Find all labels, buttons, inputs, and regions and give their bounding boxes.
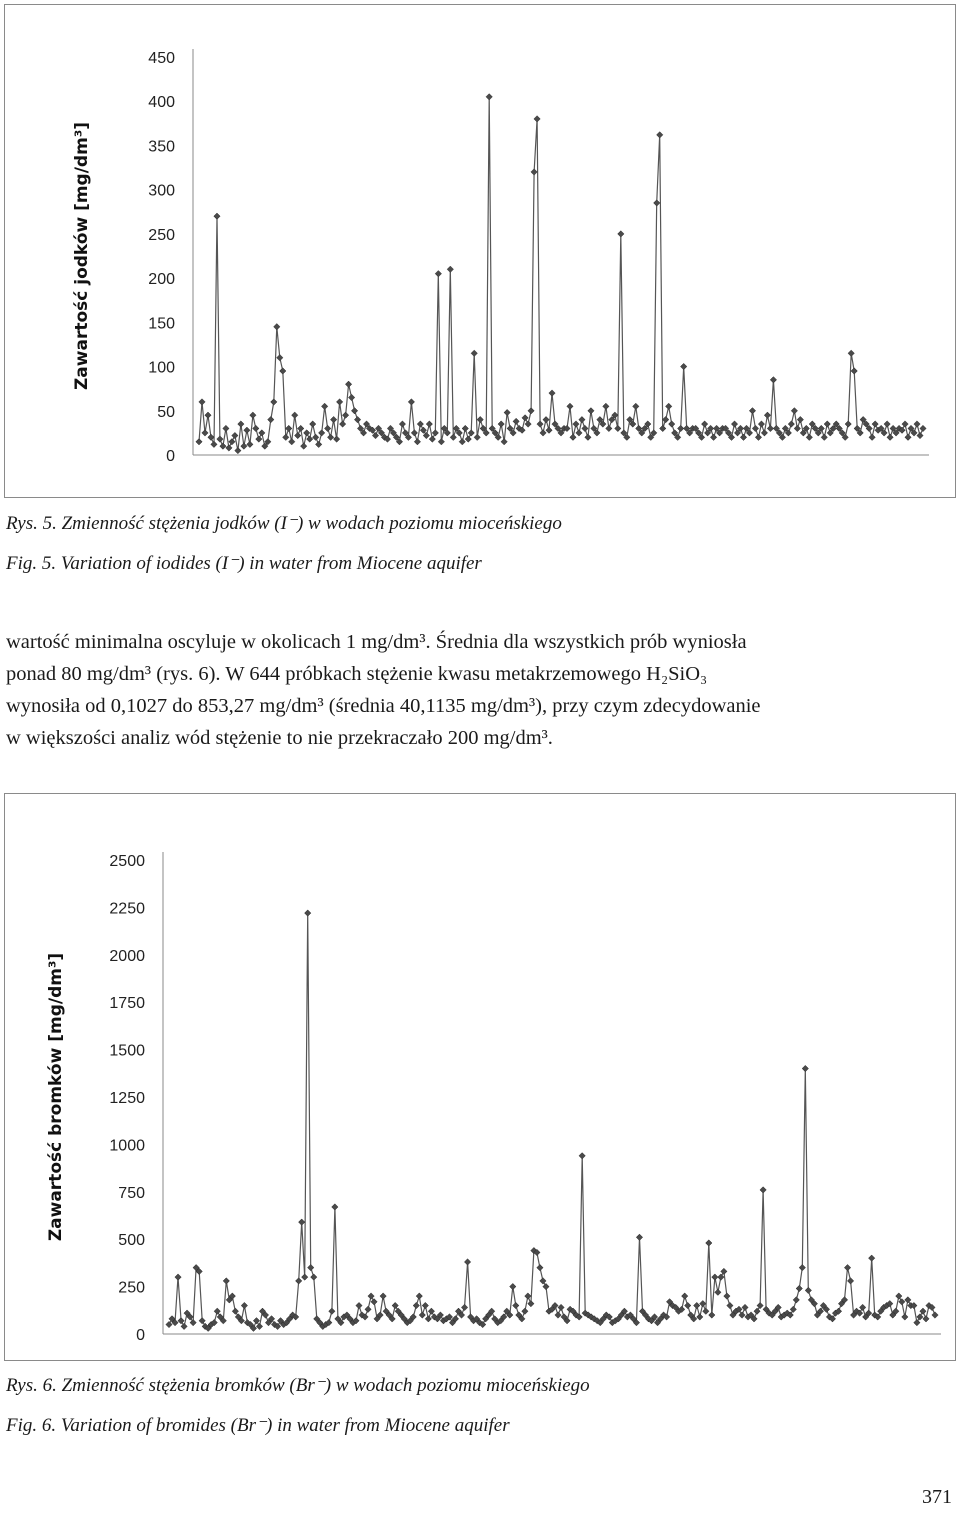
data-point	[271, 399, 277, 405]
data-point	[788, 421, 794, 427]
y-tick-label: 350	[148, 138, 175, 156]
data-point	[196, 439, 202, 445]
data-point	[731, 421, 737, 427]
data-point	[636, 1234, 642, 1240]
data-point	[305, 910, 311, 916]
data-point	[477, 416, 483, 422]
data-point	[486, 94, 492, 100]
data-point	[259, 430, 265, 436]
data-point	[380, 1293, 386, 1299]
data-point	[199, 1318, 205, 1324]
data-point	[805, 1287, 811, 1293]
data-point	[767, 425, 773, 431]
data-point	[537, 1264, 543, 1270]
data-point	[790, 1306, 796, 1312]
data-point	[223, 1278, 229, 1284]
data-point	[371, 1299, 377, 1305]
data-point	[588, 408, 594, 414]
data-point	[887, 434, 893, 440]
data-point	[348, 394, 354, 400]
data-point	[615, 425, 621, 431]
y-tick-label: 250	[148, 226, 175, 244]
y-tick-label: 0	[136, 1327, 145, 1344]
data-point	[438, 439, 444, 445]
data-point	[471, 350, 477, 356]
data-point	[917, 432, 923, 438]
y-axis-title: Zawartość jodków [mg/dm³]	[72, 121, 92, 391]
data-point	[902, 421, 908, 427]
data-point	[540, 430, 546, 436]
data-point	[411, 430, 417, 436]
figure1-caption-pl: Rys. 5. Zmienność stężenia jodków (I⁻) w wodach poziomu mioceńskiego	[6, 513, 562, 534]
data-point	[869, 434, 875, 440]
data-point	[253, 425, 259, 431]
paragraph-line: wynosiła od 0,1027 do 853,27 mg/dm³ (średnia 40,1135 mg/dm³), przy czym zdecydowanie	[6, 695, 761, 717]
data-point	[223, 425, 229, 431]
data-point	[806, 434, 812, 440]
data-point	[241, 443, 247, 449]
data-point	[681, 1293, 687, 1299]
data-point	[923, 1316, 929, 1322]
data-point	[464, 1259, 470, 1265]
data-point	[794, 425, 800, 431]
data-point	[417, 421, 423, 427]
data-point	[540, 1278, 546, 1284]
data-point	[175, 1274, 181, 1280]
data-point	[425, 1316, 431, 1322]
data-point	[336, 399, 342, 405]
y-tick-label: 1750	[109, 995, 145, 1013]
data-point	[306, 436, 312, 442]
data-point	[525, 1293, 531, 1299]
data-point	[758, 421, 764, 427]
data-point	[761, 430, 767, 436]
data-point	[408, 399, 414, 405]
data-point	[190, 1319, 196, 1325]
data-point	[339, 421, 345, 427]
data-point	[312, 434, 318, 440]
data-point	[330, 416, 336, 422]
data-point	[793, 1297, 799, 1303]
data-point	[247, 441, 253, 447]
y-tick-label: 250	[118, 1279, 145, 1297]
data-point	[706, 1240, 712, 1246]
figure-bromides	[4, 793, 956, 1361]
data-point	[459, 439, 465, 445]
data-point	[700, 1300, 706, 1306]
data-point	[302, 1274, 308, 1280]
data-point	[914, 421, 920, 427]
y-tick-label: 2500	[109, 853, 145, 870]
data-point	[289, 439, 295, 445]
figure2-caption-pl: Rys. 6. Zmienność stężenia bromków (Br⁻) w wodach poziomu mioceńskiego	[6, 1375, 590, 1396]
data-point	[757, 1302, 763, 1308]
data-point	[824, 421, 830, 427]
data-point	[549, 390, 555, 396]
data-point	[872, 421, 878, 427]
data-point	[905, 1297, 911, 1303]
paragraph-line: w większości analiz wód stężenie to nie przekraczało 200 mg/dm³.	[6, 727, 553, 749]
data-point	[309, 421, 315, 427]
data-point	[802, 1065, 808, 1071]
data-point	[274, 324, 280, 330]
data-point	[770, 377, 776, 383]
data-point	[576, 430, 582, 436]
data-point	[199, 399, 205, 405]
data-point	[368, 1293, 374, 1299]
data-point	[214, 213, 220, 219]
data-point	[537, 421, 543, 427]
data-point	[422, 1302, 428, 1308]
data-point	[543, 1283, 549, 1289]
data-point	[654, 200, 660, 206]
data-point	[256, 436, 262, 442]
data-point	[308, 1264, 314, 1270]
data-point	[435, 270, 441, 276]
data-point	[791, 408, 797, 414]
data-point	[859, 1304, 865, 1310]
y-tick-label: 400	[148, 94, 175, 112]
data-point	[697, 1314, 703, 1320]
data-point	[474, 434, 480, 440]
data-point	[256, 1323, 262, 1329]
data-point	[351, 408, 357, 414]
data-point	[202, 430, 208, 436]
data-point	[932, 1312, 938, 1318]
data-point	[229, 439, 235, 445]
data-point	[712, 1274, 718, 1280]
data-point	[226, 445, 232, 451]
data-point	[754, 1308, 760, 1314]
data-point	[178, 1318, 184, 1324]
data-point	[241, 1302, 247, 1308]
data-point	[715, 1289, 721, 1295]
data-point	[280, 368, 286, 374]
data-point	[333, 436, 339, 442]
data-point	[902, 1314, 908, 1320]
data-point	[324, 425, 330, 431]
data-point	[764, 412, 770, 418]
data-point	[543, 416, 549, 422]
data-point	[797, 416, 803, 422]
data-point	[277, 355, 283, 361]
data-point	[848, 350, 854, 356]
y-tick-label: 50	[157, 403, 175, 421]
data-point	[799, 1264, 805, 1270]
paragraph-line: ponad 80 mg/dm³ (rys. 6). W 644 próbkach stężenie kwasu metakrzemowego H₂SiO₃	[6, 663, 708, 685]
y-tick-label: 450	[148, 50, 175, 67]
data-point	[465, 436, 471, 442]
data-point	[701, 421, 707, 427]
y-tick-label: 1250	[109, 1090, 145, 1107]
data-point	[423, 432, 429, 438]
data-point	[847, 1278, 853, 1284]
data-point	[510, 1283, 516, 1289]
data-point	[292, 412, 298, 418]
data-point	[528, 408, 534, 414]
y-tick-label: 2000	[109, 947, 145, 965]
data-point	[232, 432, 238, 438]
data-point	[342, 412, 348, 418]
data-point	[432, 430, 438, 436]
data-point	[920, 1308, 926, 1314]
data-point	[718, 1274, 724, 1280]
figure-iodides	[4, 4, 956, 498]
data-point	[295, 1278, 301, 1284]
data-point	[710, 434, 716, 440]
data-point	[844, 1264, 850, 1270]
data-point	[914, 1319, 920, 1325]
data-point	[447, 266, 453, 272]
data-point	[868, 1255, 874, 1261]
data-point	[573, 421, 579, 427]
series-line	[169, 913, 935, 1328]
data-point	[851, 368, 857, 374]
data-point	[318, 430, 324, 436]
data-point	[345, 381, 351, 387]
data-point	[528, 1300, 534, 1306]
data-point	[739, 1312, 745, 1318]
data-point	[414, 439, 420, 445]
data-point	[703, 1308, 709, 1314]
data-point	[522, 1308, 528, 1314]
data-point	[301, 443, 307, 449]
data-point	[315, 441, 321, 447]
data-point	[298, 425, 304, 431]
data-point	[752, 425, 758, 431]
data-point	[205, 412, 211, 418]
data-point	[845, 421, 851, 427]
data-point	[522, 415, 528, 421]
data-point	[220, 443, 226, 449]
data-point	[721, 1268, 727, 1274]
data-point	[917, 1314, 923, 1320]
data-point	[298, 1219, 304, 1225]
data-point	[606, 425, 612, 431]
data-point	[760, 1187, 766, 1193]
data-point	[603, 403, 609, 409]
data-point	[558, 1304, 564, 1310]
data-point	[685, 1302, 691, 1308]
data-point	[327, 434, 333, 440]
data-point	[513, 418, 519, 424]
y-tick-label: 150	[148, 315, 175, 333]
data-point	[534, 116, 540, 122]
y-tick-label: 500	[118, 1232, 145, 1250]
data-point	[304, 430, 310, 436]
data-point	[214, 1308, 220, 1314]
data-point	[633, 403, 639, 409]
data-point	[426, 421, 432, 427]
data-point	[429, 436, 435, 442]
data-point	[546, 427, 552, 433]
data-point	[332, 1204, 338, 1210]
series-line	[199, 97, 923, 451]
data-point	[450, 434, 456, 440]
y-tick-label: 200	[148, 271, 175, 289]
figure1-caption-en: Fig. 5. Variation of iodides (I⁻) in water from Miocene aquifer	[6, 553, 482, 574]
data-point	[531, 169, 537, 175]
data-point	[365, 1306, 371, 1312]
chart-iodides	[5, 5, 955, 497]
data-point	[579, 1153, 585, 1159]
data-point	[570, 434, 576, 440]
data-point	[666, 403, 672, 409]
data-point	[677, 425, 683, 431]
data-point	[740, 434, 746, 440]
data-point	[372, 432, 378, 438]
y-axis-title: Zawartość bromków [mg/dm³]	[46, 952, 66, 1242]
data-point	[727, 1302, 733, 1308]
data-point	[657, 132, 663, 138]
data-point	[724, 1293, 730, 1299]
data-point	[253, 1318, 259, 1324]
data-point	[896, 1293, 902, 1299]
data-point	[295, 432, 301, 438]
data-point	[181, 1323, 187, 1329]
data-point	[618, 231, 624, 237]
data-point	[755, 434, 761, 440]
body-paragraph	[6, 626, 954, 754]
data-point	[796, 1285, 802, 1291]
data-point	[680, 363, 686, 369]
data-point	[579, 416, 585, 422]
y-tick-label: 0	[166, 448, 175, 465]
data-point	[250, 412, 256, 418]
data-point	[905, 434, 911, 440]
data-point	[392, 1302, 398, 1308]
data-point	[416, 1293, 422, 1299]
y-tick-label: 1500	[109, 1042, 145, 1060]
data-point	[311, 1274, 317, 1280]
data-point	[663, 416, 669, 422]
data-point	[211, 441, 217, 447]
data-point	[232, 1308, 238, 1314]
y-tick-label: 2250	[109, 900, 145, 918]
data-point	[419, 1312, 425, 1318]
data-point	[742, 1304, 748, 1310]
y-tick-label: 100	[148, 359, 175, 377]
data-point	[567, 403, 573, 409]
data-point	[468, 430, 474, 436]
y-tick-label: 300	[148, 182, 175, 200]
data-point	[420, 427, 426, 433]
data-point	[461, 1304, 467, 1310]
page-number: 371	[922, 1486, 952, 1508]
data-point	[668, 421, 674, 427]
data-point	[208, 434, 214, 440]
data-point	[462, 425, 468, 431]
data-point	[501, 439, 507, 445]
data-point	[821, 434, 827, 440]
data-point	[413, 1302, 419, 1308]
data-point	[217, 436, 223, 442]
data-point	[166, 1321, 172, 1327]
data-point	[286, 425, 292, 431]
data-point	[244, 427, 250, 433]
data-point	[356, 1302, 362, 1308]
data-point	[329, 1308, 335, 1314]
data-point	[399, 421, 405, 427]
data-point	[321, 403, 327, 409]
data-point	[660, 425, 666, 431]
y-tick-label: 750	[118, 1184, 145, 1202]
figure2-caption-en: Fig. 6. Variation of bromides (Br⁻) in water from Miocene aquifer	[6, 1415, 510, 1436]
data-point	[513, 1302, 519, 1308]
data-point	[498, 421, 504, 427]
data-point	[504, 409, 510, 415]
data-point	[749, 408, 755, 414]
data-point	[585, 434, 591, 440]
data-point	[238, 421, 244, 427]
data-point	[283, 434, 289, 440]
data-point	[428, 1308, 434, 1314]
data-point	[525, 421, 531, 427]
data-point	[884, 421, 890, 427]
data-point	[899, 1299, 905, 1305]
data-point	[555, 1312, 561, 1318]
chart-bromides	[5, 794, 955, 1360]
data-point	[709, 1312, 715, 1318]
data-point	[235, 447, 241, 453]
y-tick-label: 1000	[109, 1137, 145, 1155]
data-point	[694, 1302, 700, 1308]
data-point	[582, 425, 588, 431]
data-point	[354, 416, 360, 422]
paragraph-line: wartość minimalna oscyluje w okolicach 1 mg/dm³. Średnia dla wszystkich prób wyniosła	[6, 631, 747, 653]
data-point	[920, 425, 926, 431]
data-point	[268, 416, 274, 422]
